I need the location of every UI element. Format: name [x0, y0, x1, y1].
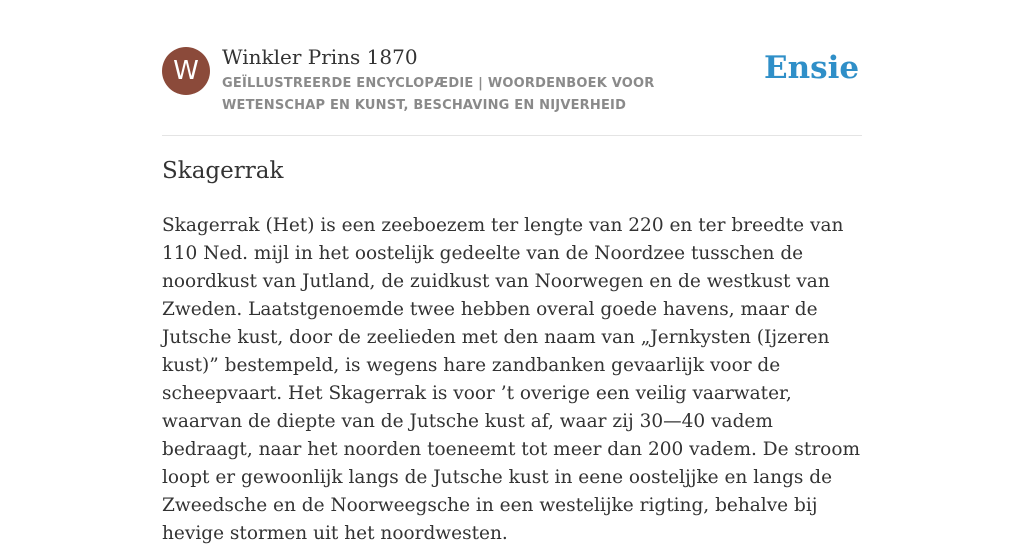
- ensie-logo-link[interactable]: Ensie: [764, 50, 860, 86]
- header-divider: [162, 135, 862, 136]
- source-title[interactable]: Winkler Prins 1870: [222, 45, 418, 69]
- source-avatar[interactable]: W: [162, 47, 210, 95]
- entry-title: Skagerrak: [162, 158, 284, 184]
- source-subtitle: GEÏLLUSTREERDE ENCYCLOPÆDIE | WOORDENBOEK VOOR WETENSCHAP EN KUNST, BESCHAVING EN NIJVERHEID: [222, 76, 655, 113]
- entry-body: Skagerrak (Het) is een zeeboezem ter lengte van 220 en ter breedte van 110 Ned. mijl in het oostelijk gedeelte van de Noordzee tusschen de noordkust van Jutland, de zuidkust van Noorwegen en de westkust van Zweden. Laatstgenoemde twee hebben overal goede havens, maar de Jutsche kust, door de zeelieden met den naam van „Jernkysten (Ijzeren kust)” bestempeld, is wegens hare zandbanken gevaarlijk voor de scheepvaart. Het Skagerrak is voor ’t overige een veilig vaarwater, waarvan de diepte van de Jutsche kust af, waar zij 30—40 vadem bedraagt, naar het noorden toeneemt tot meer dan 200 vadem. De stroom loopt er gewoonlijk langs de Jutsche kust in eene oosteljjke en langs de Zweedsche en de Noorweegsche in een westelijke rigting, behalve bij hevige stormen uit het noordwesten.: [162, 215, 860, 544]
